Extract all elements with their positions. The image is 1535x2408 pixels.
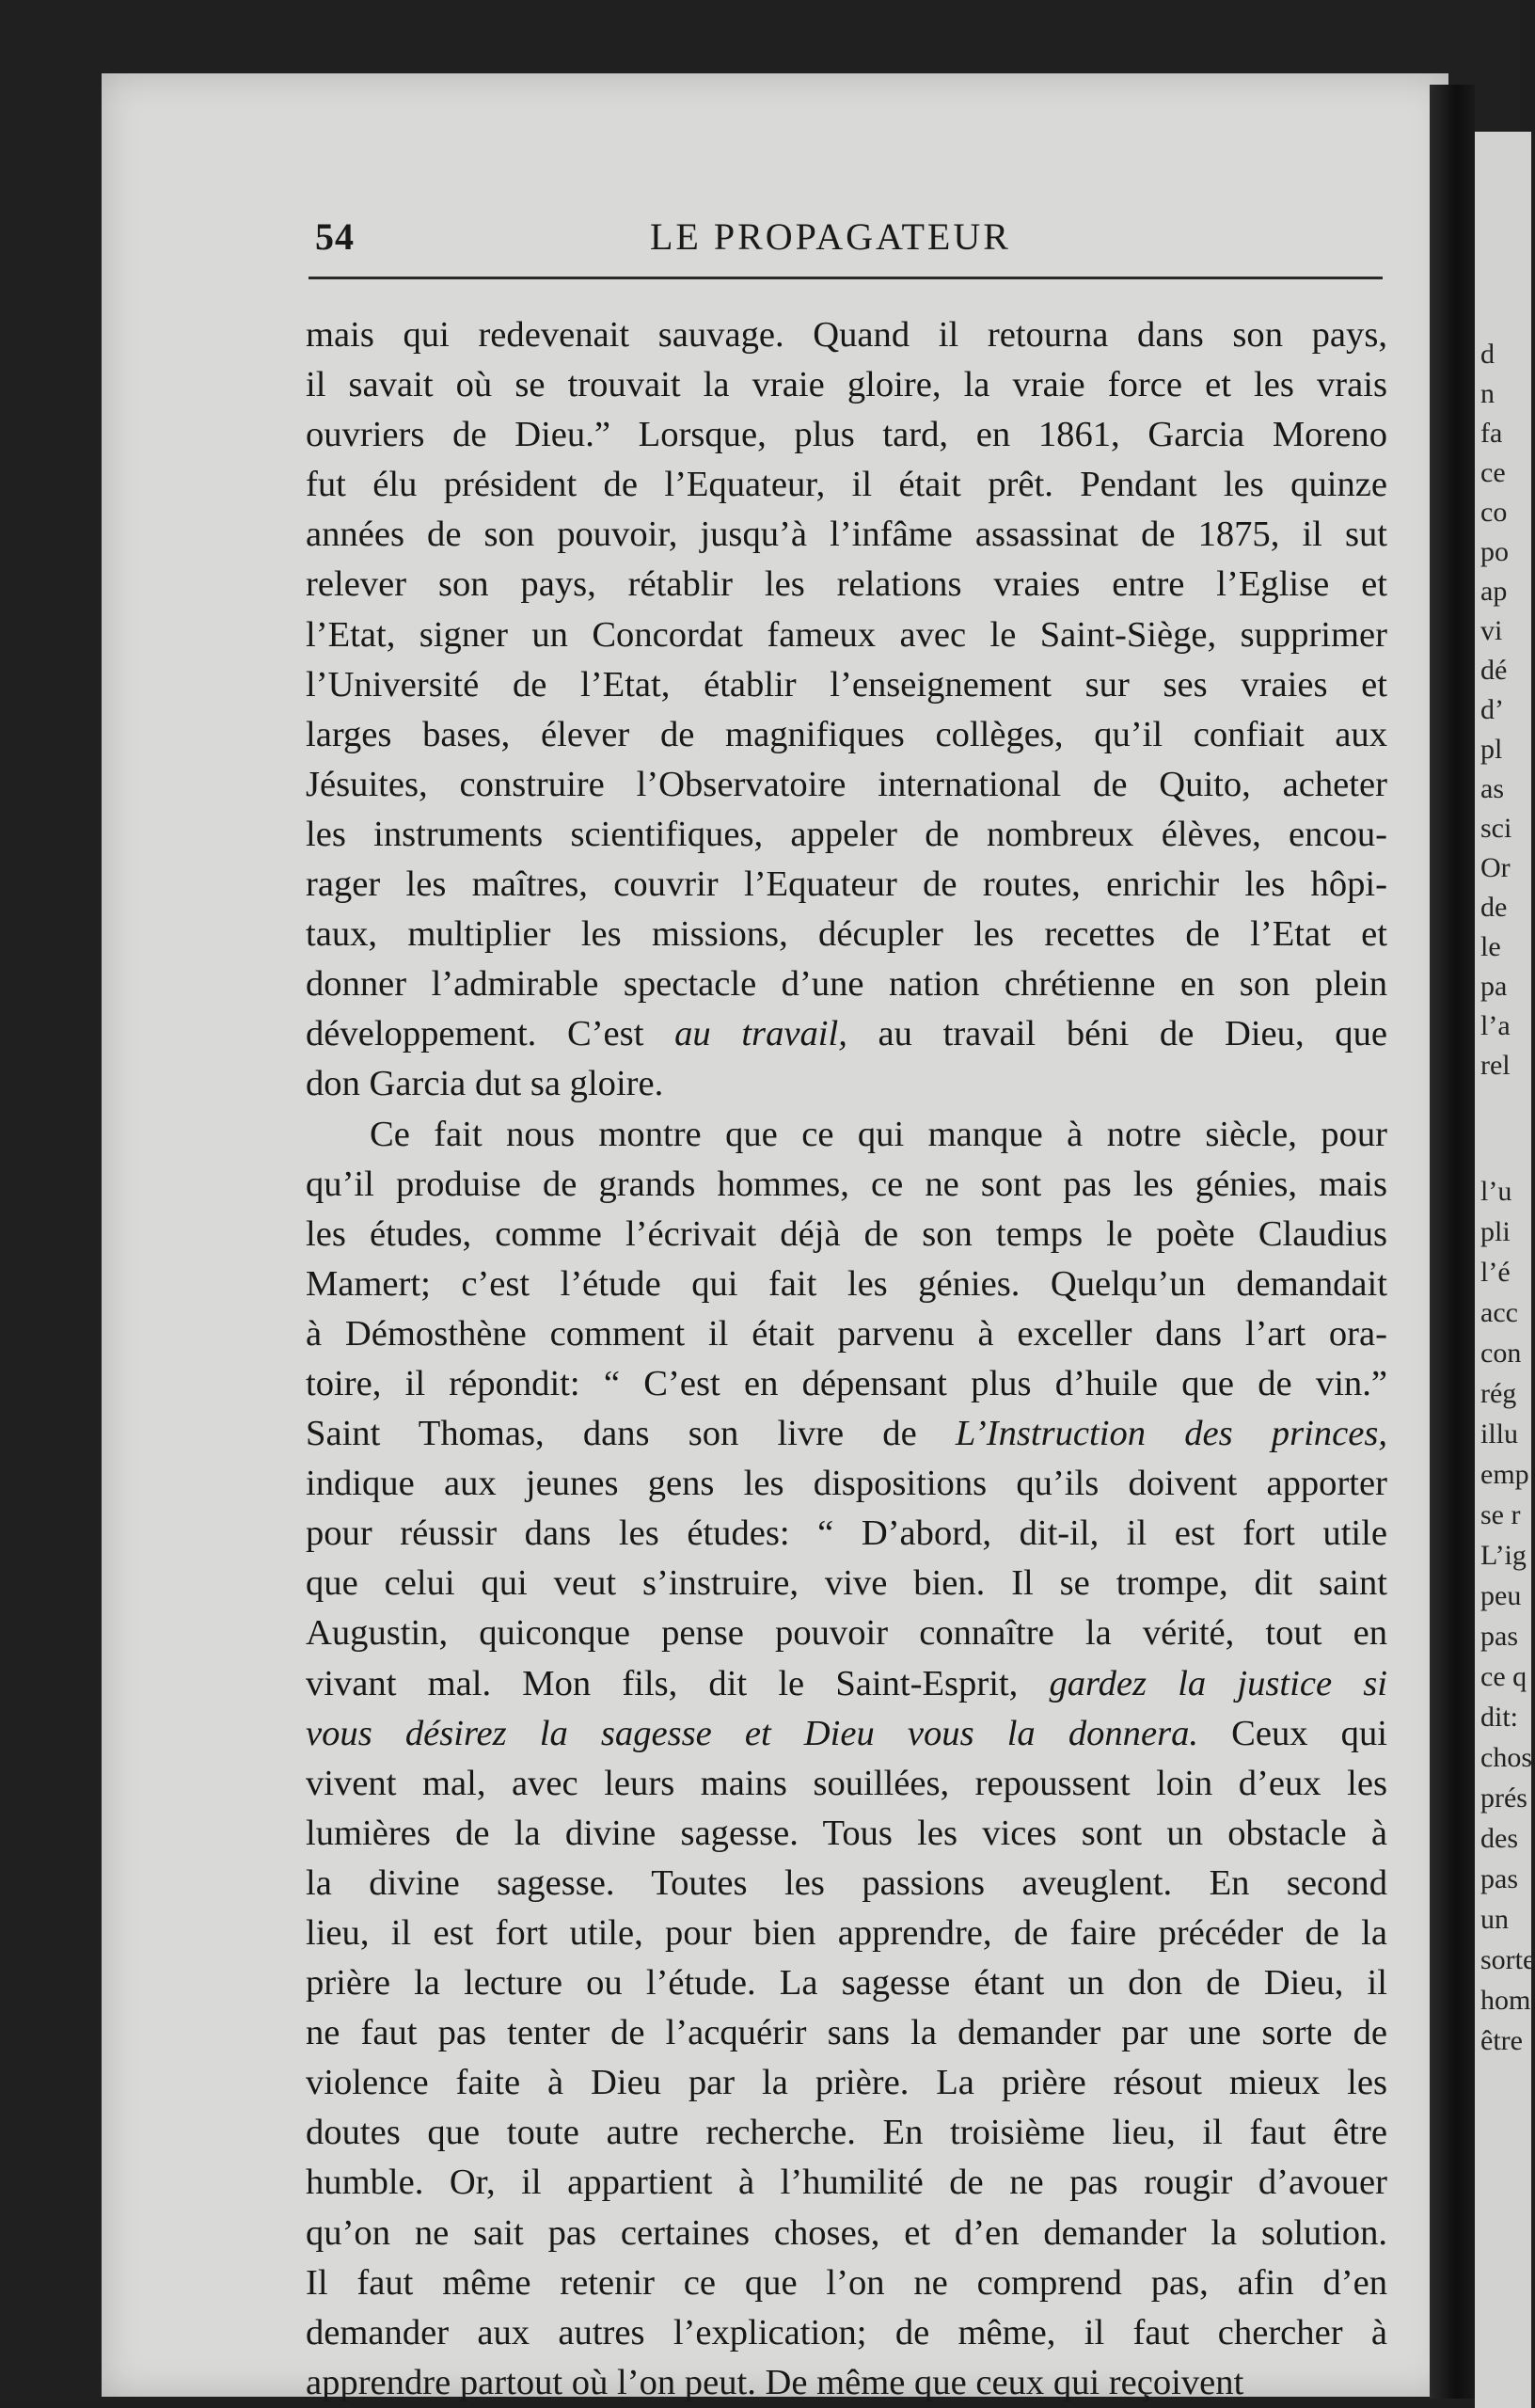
text-line: à Démosthène comment il était parvenu à exceller dans l’art ora- [306,1313,1387,1354]
text-line: la divine sagesse. Toutes les passions aveuglent. En second [306,1862,1387,1903]
adjacent-page-fragment: dit: [1480,1702,1519,1733]
running-title: LE PROPAGATEUR [650,215,1011,258]
adjacent-page-fragment: rég [1480,1378,1517,1409]
text-line: relever son pays, rétablir les relations vraies entre l’Eglise et [306,564,1387,605]
adjacent-page-fragment: fa [1480,418,1503,449]
adjacent-page-fragment: sorte [1480,1944,1535,1975]
text-line: violence faite à Dieu par la prière. La prière résout mieux les [306,2063,1387,2103]
adjacent-page-fragment: pl [1480,734,1503,765]
adjacent-page-fragment: as [1480,773,1504,804]
text-line: lieu, il est fort utile, pour bien apprendre, de faire précéder de la [306,1913,1387,1953]
text-line: l’Université de l’Etat, établir l’enseignement sur ses vraies et [306,664,1387,705]
text-line: vivant mal. Mon fils, dit le Saint-Esprit, gardez la justice si [306,1663,1387,1703]
adjacent-page-fragment: peu [1480,1580,1522,1611]
adjacent-page-fragment: con [1480,1338,1522,1369]
adjacent-page-fragment: des [1480,1823,1518,1854]
adjacent-page-fragment: po [1480,536,1509,567]
text-line: l’Etat, signer un Concordat fameux avec le Saint-Siège, supprimer [306,614,1387,655]
adjacent-page-fragment: pa [1480,971,1508,1002]
adjacent-page-fragment: être [1480,2025,1523,2056]
adjacent-page-fragment: d [1480,339,1495,370]
text-line: qu’on ne sait pas certaines choses, et d’en demander la solution. [306,2212,1387,2253]
text-line: les instruments scientifiques, appeler de nombreux élèves, encou- [306,814,1387,854]
adjacent-page-fragment: dé [1480,655,1508,686]
adjacent-page-fragment: sci [1480,813,1512,844]
text-line: Jésuites, construire l’Observatoire international de Quito, acheter [306,764,1387,804]
text-line: prière la lecture ou l’étude. La sagesse étant un don de Dieu, il [306,1963,1387,2004]
text-line: rager les maîtres, couvrir l’Equateur de routes, enrichir les hôpi- [306,864,1387,905]
adjacent-page-fragment: se r [1480,1499,1521,1530]
adjacent-page-fragment: d’ [1480,694,1504,725]
text-line: pour réussir dans les études: “ D’abord, dit-il, il est fort utile [306,1513,1387,1554]
adjacent-page-fragment: ce q [1480,1661,1527,1692]
adjacent-page-fragment: chos [1480,1742,1532,1773]
adjacent-page-fragment: hom [1480,1985,1531,2016]
header-rule [309,277,1383,279]
text-line: vous désirez la sagesse et Dieu vous la donnera. Ceux qui [306,1713,1387,1753]
text-line: années de son pouvoir, jusqu’à l’infâme assassinat de 1875, il sut [306,515,1387,555]
text-line: Ce fait nous montre que ce qui manque à notre siècle, pour [370,1114,1387,1154]
text-line: ne faut pas tenter de l’acquérir sans la demander par une sorte de [306,2013,1387,2053]
adjacent-page-fragment: pas [1480,1863,1518,1894]
text-line: lumières de la divine sagesse. Tous les vices sont un obstacle à [306,1813,1387,1853]
page-header [315,214,1387,271]
text-line: qu’il produise de grands hommes, ce ne sont pas les génies, mais [306,1164,1387,1204]
adjacent-page-fragment: co [1480,497,1508,528]
adjacent-page-fragment: pli [1480,1216,1511,1247]
text-line: donner l’admirable spectacle d’une nation chrétienne en son plein [306,964,1387,1005]
text-line: développement. C’est au travail, au travail béni de Dieu, que [306,1014,1387,1054]
body-text [306,310,1387,2408]
adjacent-page-fragment: ce [1480,457,1506,488]
adjacent-page-fragment: acc [1480,1297,1518,1328]
text-line: doutes que toute autre recherche. En troisième lieu, il faut être [306,2113,1387,2153]
text-line: ouvriers de Dieu.” Lorsque, plus tard, en 1861, Garcia Moreno [306,415,1387,455]
adjacent-page-fragment: l’é [1480,1257,1511,1288]
text-line: fut élu président de l’Equateur, il était prêt. Pendant les quinze [306,465,1387,505]
text-line: toire, il répondit: “ C’est en dépensant plus d’huile que de vin.” [306,1363,1387,1403]
text-line: Mamert; c’est l’étude qui fait les génies. Quelqu’un demandait [306,1263,1387,1304]
text-line: vivent mal, avec leurs mains souillées, repoussent loin d’eux les [306,1763,1387,1803]
text-line: taux, multiplier les missions, décupler les recettes de l’Etat et [306,914,1387,955]
adjacent-page-fragment: pas [1480,1621,1518,1652]
paragraph [306,1110,1387,2408]
text-line: don Garcia dut sa gloire. [306,1064,664,1104]
adjacent-page-fragment: illu [1480,1418,1519,1450]
adjacent-page-fragment: n [1480,378,1495,409]
adjacent-page-fragment: l’u [1480,1176,1512,1207]
text-line: apprendre partout où l’on peut. De même que ceux qui reçoivent [306,2362,1244,2402]
adjacent-page-fragment: vi [1480,615,1503,646]
text-line: Saint Thomas, dans son livre de L’Instruction des princes, [306,1414,1387,1454]
text-line: mais qui redevenait sauvage. Quand il retourna dans son pays, [306,315,1387,355]
text-line: il savait où se trouvait la vraie gloire, la vraie force et les vrais [306,365,1387,405]
text-line: humble. Or, il appartient à l’humilité de ne pas rougir d’avouer [306,2162,1387,2203]
text-line: demander aux autres l’explication; de même, il faut chercher à [306,2312,1387,2353]
adjacent-page-fragment: de [1480,892,1508,923]
text-line: indique aux jeunes gens les dispositions qu’ils doivent apporter [306,1464,1387,1504]
adjacent-page-fragment: prés [1480,1782,1527,1814]
text-line: Augustin, quiconque pense pouvoir connaître la vérité, tout en [306,1613,1387,1654]
text-line: Il faut même retenir ce que l’on ne comprend pas, afin d’en [306,2262,1387,2303]
adjacent-page-fragment: emp [1480,1459,1529,1490]
paragraph [306,310,1387,1110]
adjacent-page-fragment: Or [1480,852,1511,883]
adjacent-page-fragment: un [1480,1904,1509,1935]
text-line: larges bases, élever de magnifiques collèges, qu’il confiait aux [306,714,1387,754]
text-line: que celui qui veut s’instruire, vive bien. Il se trompe, dit saint [306,1563,1387,1604]
adjacent-page-fragment: l’a [1480,1010,1511,1041]
page-gutter [1430,85,1475,2399]
adjacent-page-fragment: le [1480,931,1501,962]
adjacent-page-fragment: rel [1480,1050,1511,1081]
page-number: 54 [315,215,355,258]
adjacent-page-fragment: ap [1480,576,1508,607]
adjacent-page-fragment: L’ig [1480,1540,1527,1571]
text-line: les études, comme l’écrivait déjà de son temps le poète Claudius [306,1213,1387,1254]
